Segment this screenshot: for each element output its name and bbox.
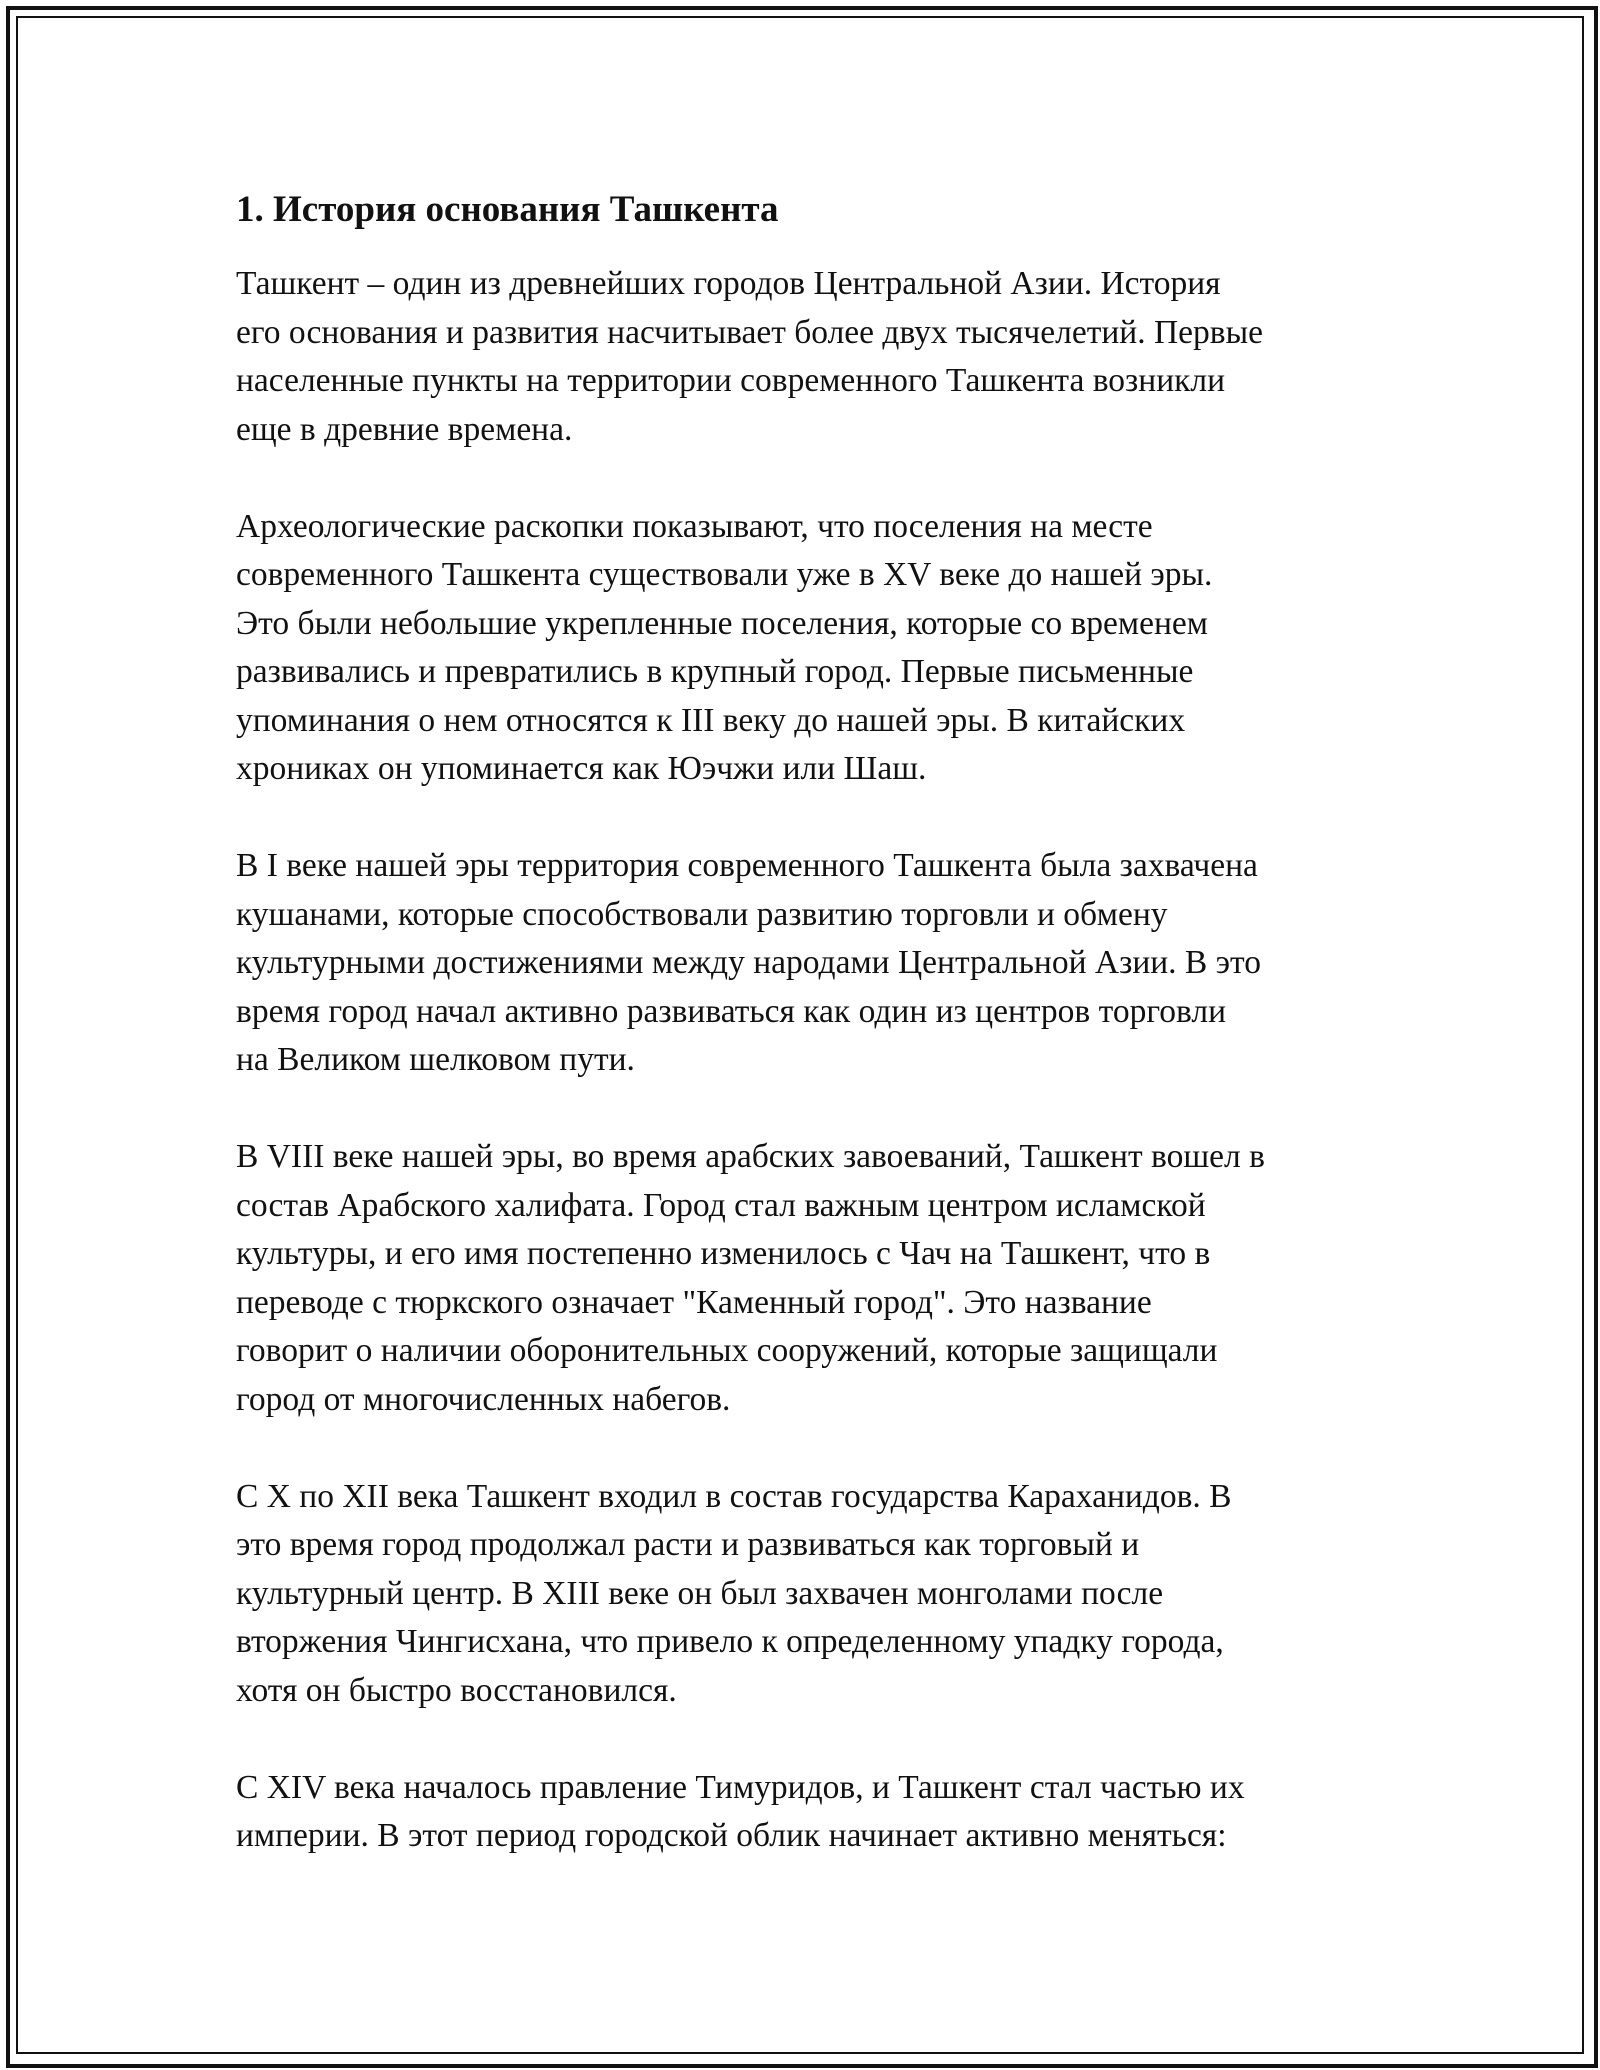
paragraph-line: населенные пункты на территории современного Ташкента возникли [236, 362, 1226, 399]
paragraph [236, 842, 1386, 1085]
paragraph-line: С X по XII века Ташкент входил в состав государства Караханидов. В [236, 1477, 1232, 1515]
paragraph-line: переводе с тюркского означает "Каменный город". Это название [236, 1283, 1152, 1321]
paragraph-line: это время город продолжал расти и развиваться как торговый и [236, 1526, 1140, 1563]
paragraph [236, 503, 1386, 794]
paragraph-line: еще в древние времена. [236, 410, 573, 448]
paragraph-list [236, 260, 1386, 1861]
paragraph-line: культуры, и его имя постепенно изменилось с Чач на Ташкент, что в [236, 1235, 1211, 1272]
paragraph [236, 1764, 1386, 1861]
paragraph-line: кушанами, которые способствовали развитию торговли и обмену [236, 895, 1168, 933]
paragraph-line: В I веке нашей эры территория современного Ташкента была захвачена [236, 847, 1258, 884]
paragraph-line: говорит о наличии оборонительных сооружений, которые защищали [236, 1332, 1218, 1369]
paragraph-line: вторжения Чингисхана, что привело к определенному упадку города, [236, 1623, 1224, 1660]
paragraph-line: город от многочисленных набегов. [236, 1380, 731, 1418]
paragraph-line: состав Арабского халифата. Город стал важным центром исламской [236, 1186, 1206, 1224]
paragraph-line: С XIV века началось правление Тимуридов, и Ташкент стал частью их [236, 1768, 1245, 1806]
paragraph-line: на Великом шелковом пути. [236, 1041, 635, 1078]
paragraph-line: хотя он быстро восстановился. [236, 1671, 677, 1709]
paragraph-line: его основания и развития насчитывает более двух тысячелетий. Первые [236, 313, 1263, 351]
paragraph [236, 1133, 1386, 1424]
paragraph-line: развивались и превратились в крупный город. Первые письменные [236, 653, 1194, 690]
paragraph-line: культурными достижениями между народами Центральной Азии. В это [236, 944, 1261, 981]
paragraph-line: империи. В этот период городской облик начинает активно меняться: [236, 1817, 1227, 1854]
paragraph-line: культурный центр. В XIII веке он был захвачен монголами после [236, 1574, 1164, 1612]
paragraph-line: Археологические раскопки показывают, что поселения на месте [236, 507, 1153, 545]
paragraph-line: современного Ташкента существовали уже в XV веке до нашей эры. [236, 556, 1213, 593]
paragraph-line: В VIII веке нашей эры, во время арабских завоеваний, Ташкент вошел в [236, 1138, 1265, 1175]
document-body [236, 186, 1386, 1909]
paragraph-line: хрониках он упоминается как Юэчжи или Шаш. [236, 750, 927, 787]
paragraph-line: упоминания о нем относятся к III веку до нашей эры. В китайских [236, 701, 1186, 739]
paragraph [236, 1473, 1386, 1716]
section-heading: 1. История основания Ташкента [236, 189, 779, 230]
paragraph-line: Ташкент – один из древнейших городов Центральной Азии. История [236, 265, 1221, 302]
paragraph [236, 260, 1386, 454]
paragraph-line: время город начал активно развиваться как один из центров торговли [236, 992, 1227, 1030]
paragraph-line: Это были небольшие укрепленные поселения, которые со временем [236, 604, 1208, 642]
